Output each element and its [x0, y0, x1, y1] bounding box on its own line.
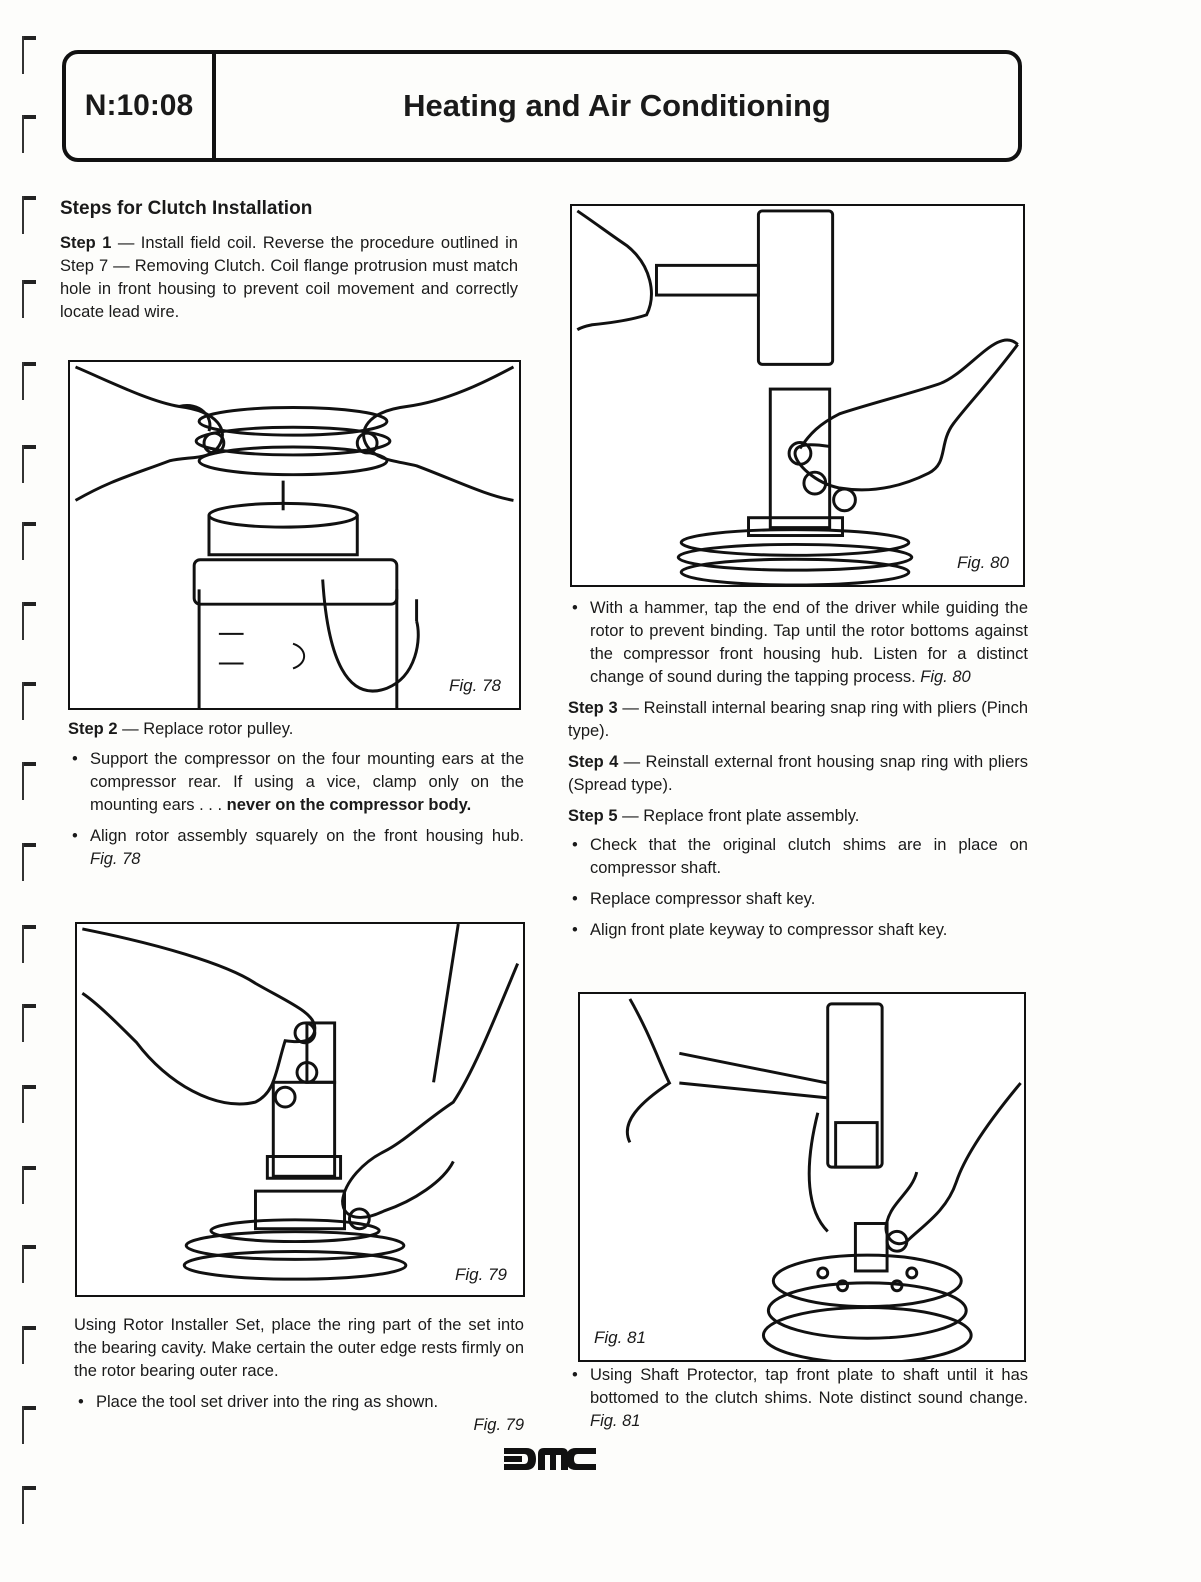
fig-80-label: Fig. 80 [957, 553, 1009, 572]
step-2-paragraph [68, 718, 526, 741]
step-3-label: Step 3 [568, 699, 618, 717]
bullet-tool-driver [74, 1391, 524, 1437]
bullet-shaft-key: • Replace compressor shaft key. [568, 888, 1028, 911]
fig-80-ref: Fig. 80 [920, 668, 971, 686]
page-header [62, 50, 1022, 162]
section-heading: Steps for Clutch Installation [60, 198, 313, 219]
step-2-bullets [68, 748, 524, 879]
bullet-support-text: Support the compressor on the four mounting ears at the compressor rear. If using a vice, clamp only on the mounting ears . . . [90, 750, 524, 814]
page-title: Heating and Air Conditioning [403, 88, 831, 123]
bullet-align-rotor-text: Align rotor assembly squarely on the front housing hub. [90, 827, 524, 845]
fig-79-label: Fig. 79 [455, 1265, 507, 1284]
step-2-label: Step 2 [68, 720, 118, 738]
fig-78-ref: Fig. 78 [90, 850, 141, 868]
step-3-paragraph [568, 697, 1028, 743]
bullet-support-compressor [68, 748, 524, 817]
step-5-text: — Replace front plate assembly. [617, 807, 860, 825]
bullet-support-warning: never on the compressor body. [226, 796, 472, 814]
rotor-installer-text: Using Rotor Installer Set, place the ring part of the set into the bearing cavity. Make certain the outer edge rests firmly on the rotor bearing outer race. [74, 1316, 524, 1380]
fig-81-label: Fig. 81 [594, 1328, 646, 1347]
step-4-label: Step 4 [568, 753, 619, 771]
step-5-label: Step 5 [568, 807, 618, 825]
bullet-align-rotor [68, 825, 524, 871]
step-4-paragraph [568, 751, 1028, 797]
rotor-installer-illustration [77, 924, 523, 1295]
figure-78 [68, 360, 521, 710]
shaft-protector-illustration [580, 994, 1024, 1360]
fig-81-ref: Fig. 81 [590, 1412, 641, 1430]
dmc-logo-icon [504, 1448, 596, 1475]
step-1-text: — Install field coil. Reverse the procedure outlined in Step 7 — Removing Clutch. Coil flange protrusion must match hole in front housing to prevent coil movement and correctly locate lead wire. [60, 234, 518, 321]
bullet-shims: • Check that the original clutch shims are in place on compressor shaft. [568, 834, 1028, 880]
step-4-text: — Reinstall external front housing snap ring with pliers (Spread type). [568, 753, 1028, 794]
right-column-text [568, 597, 1028, 942]
rotor-installer-paragraph [74, 1314, 524, 1437]
figure-79 [75, 922, 525, 1297]
bullet-tool-text: Place the tool set driver into the ring as shown. [96, 1393, 439, 1411]
bullet-hammer [568, 597, 1028, 689]
step-1-label: Step 1 [60, 234, 112, 252]
step-3-text: — Reinstall internal bearing snap ring with pliers (Pinch type). [568, 699, 1028, 740]
fig-78-label: Fig. 78 [449, 676, 501, 695]
bullet-shaft-protector [568, 1364, 1028, 1433]
figure-80 [570, 204, 1025, 587]
hammer-driver-illustration [572, 206, 1023, 585]
rotor-pulley-illustration [70, 362, 519, 708]
step-5-paragraph [568, 805, 1028, 828]
step-2-text: — Replace rotor pulley. [117, 720, 294, 738]
bullet-keyway: • Align front plate keyway to compressor shaft key. [568, 919, 1028, 942]
step-1-paragraph [60, 232, 518, 324]
bullet-protector-text: Using Shaft Protector, tap front plate to shaft until it has bottomed to the clutch shims. Note distinct sound change. [590, 1366, 1028, 1407]
figure-81 [578, 992, 1026, 1362]
section-code: N:10:08 [84, 89, 194, 122]
fig-79-ref: Fig. 79 [473, 1416, 524, 1434]
right-bottom-text [568, 1364, 1028, 1433]
bullet-hammer-text: With a hammer, tap the end of the driver while guiding the rotor to prevent binding. Tap until the rotor bottoms against the compressor front housing hub. Listen for a distinct change of sound during the tapping process. [590, 599, 1028, 686]
